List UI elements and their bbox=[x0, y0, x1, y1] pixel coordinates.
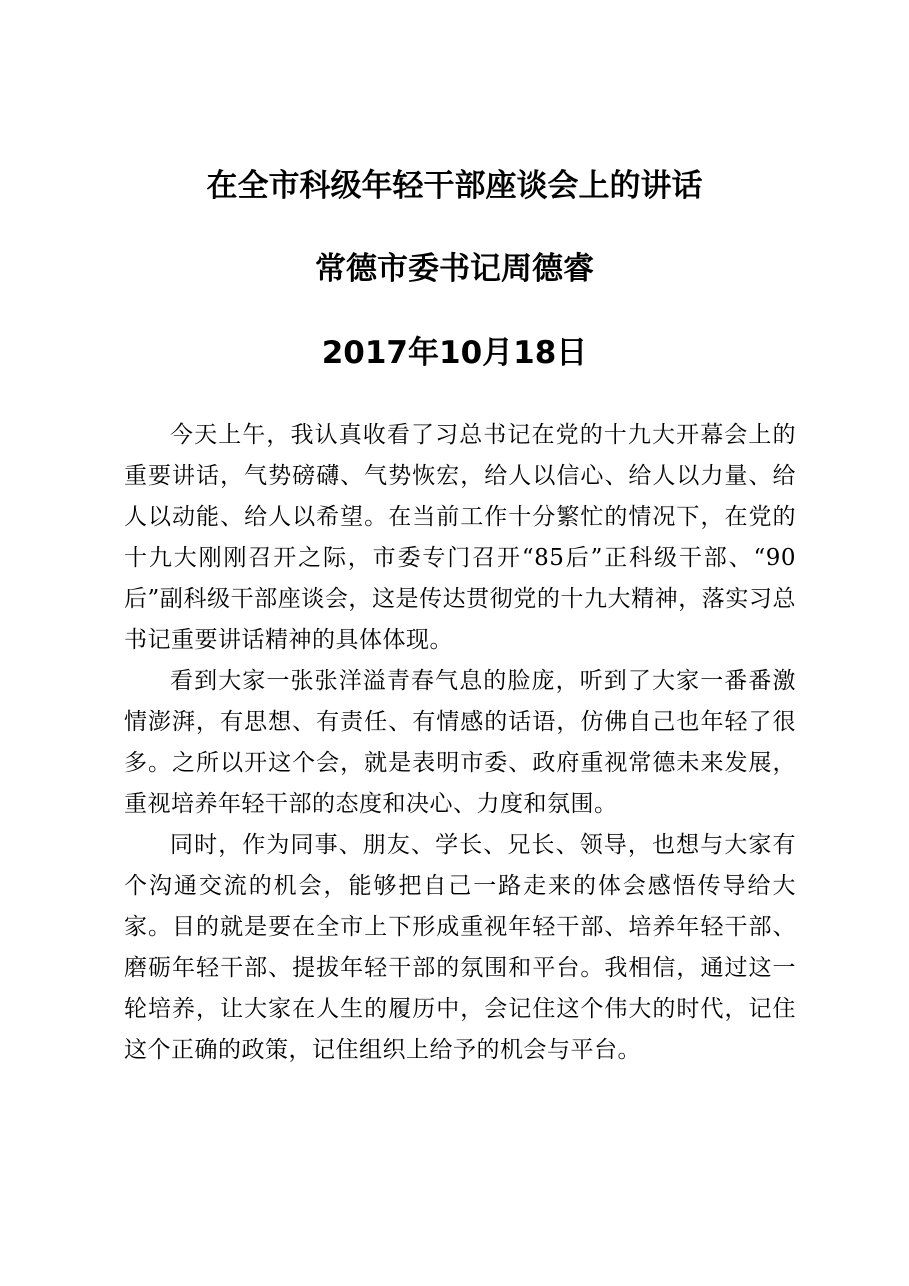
body-paragraph: 看到大家一张张洋溢青春气息的脸庞，听到了大家一番番激情澎湃，有思想、有责任、有情感的话语，仿佛自己也年轻了很多。之所以开这个会，就是表明市委、政府重视常德未来发展，重视培养年轻干部的态度和决心、力度和氛围。 bbox=[124, 668, 796, 817]
document-date: 2017年10月18日 bbox=[321, 335, 588, 371]
body-paragraph: 今天上午，我认真收看了习总书记在党的十九大开幕会上的重要讲话，气势磅礴、气势恢宏，给人以信心、给人以力量、给人以动能、给人以希望。在当前工作十分繁忙的情况下，在党的十九大刚刚召开之际，市委专门召开“85后”正科级干部、“90后”副科级干部座谈会，这是传达贯彻党的十九大精神，落实习总书记重要讲话精神的具体体现。 bbox=[124, 422, 796, 653]
body-paragraph: 同时，作为同事、朋友、学长、兄长、领导，也想与大家有个沟通交流的机会，能够把自己一路走来的体会感悟传导给大家。目的就是要在全市上下形成重视年轻干部、培养年轻干部、磨砺年轻干部、提拔年轻干部的氛围和平台。我相信，通过这一轮培养，让大家在人生的履历中，会记住这个伟大的时代，记住这个正确的政策，记住组织上给予的机会与平台。 bbox=[124, 832, 796, 1063]
document-body bbox=[124, 415, 796, 1071]
document-title: 在全市科级年轻干部座谈会上的讲话 bbox=[206, 168, 703, 204]
document-author: 常德市委书记周德睿 bbox=[315, 251, 594, 287]
